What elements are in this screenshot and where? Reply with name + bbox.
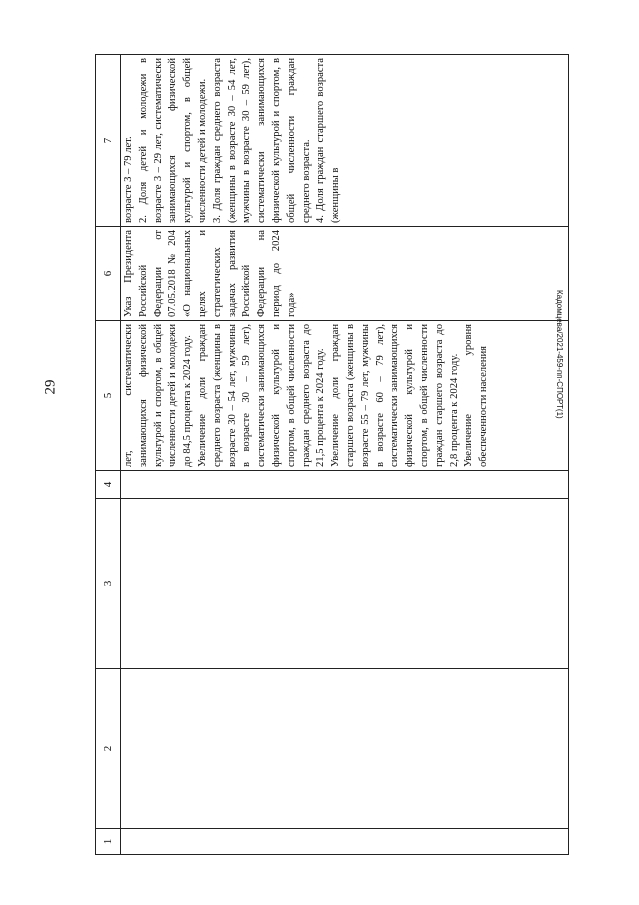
rotated-table-container [95, 55, 569, 855]
cell-col2 [121, 669, 569, 829]
table-row [121, 55, 569, 855]
cell-col3 [121, 499, 569, 669]
table-sheet [95, 55, 569, 855]
column-header-7: 7 [96, 55, 121, 227]
column-header-2: 2 [96, 669, 121, 829]
cell-indicators-list: возрасте 3 – 79 лет. 2. Доля детей и молодежи в возрасте 3 – 29 лет, систематически занимающихся физической культурой и спортом, в общей численности детей и молодежи. 3. Доля граждан среднего возраста (женщины в возрасте 30 – 54 лет, мужчины в возрасте 30 – 59 лет), систематически занимающихся физической культурой и спортом, в общей численности граждан среднего возраста. 4. Доля граждан старшего возраста (женщины в [121, 55, 569, 227]
cell-target-indicators: лет, систематически занимающихся физической культурой и спортом, в общей численности детей и молодежи до 84,5 процента к 2024 году. Увеличение доли граждан среднего возраста (женщины в возрасте 30 – 54 лет, мужчины в возрасте 30 – 59 лет), систематически занимающихся физической культурой и спортом, в общей численности граждан среднего возраста до 21,5 процента к 2024 году. Увеличение доли граждан старшего возраста (женщины в возрасте 55 – 79 лет, мужчины в возрасте 60 – 79 лет), систематически занимающихся физической культурой и спортом, в общей численности граждан старшего возраста до 2,8 процента к 2024 году. Увеличение уровня обеспеченности населения [121, 321, 569, 471]
data-table [95, 54, 569, 855]
column-header-5: 5 [96, 321, 121, 471]
column-header-6: 6 [96, 227, 121, 321]
page-number: 29 [42, 379, 58, 395]
column-header-3: 3 [96, 499, 121, 669]
cell-col1 [121, 829, 569, 855]
table-header-row [96, 55, 121, 855]
cell-legal-basis: Указ Президента Российской Федерации от 07.05.2018 № 204 «О национальных целях и стратегических задачах развития Российской Федерации на период до 2024 года» [121, 227, 569, 321]
column-header-1: 1 [96, 829, 121, 855]
document-id-footer: Кадомцева/2021-459-пп-СПОРТ(1) [555, 290, 564, 419]
cell-col4 [121, 471, 569, 499]
column-header-4: 4 [96, 471, 121, 499]
